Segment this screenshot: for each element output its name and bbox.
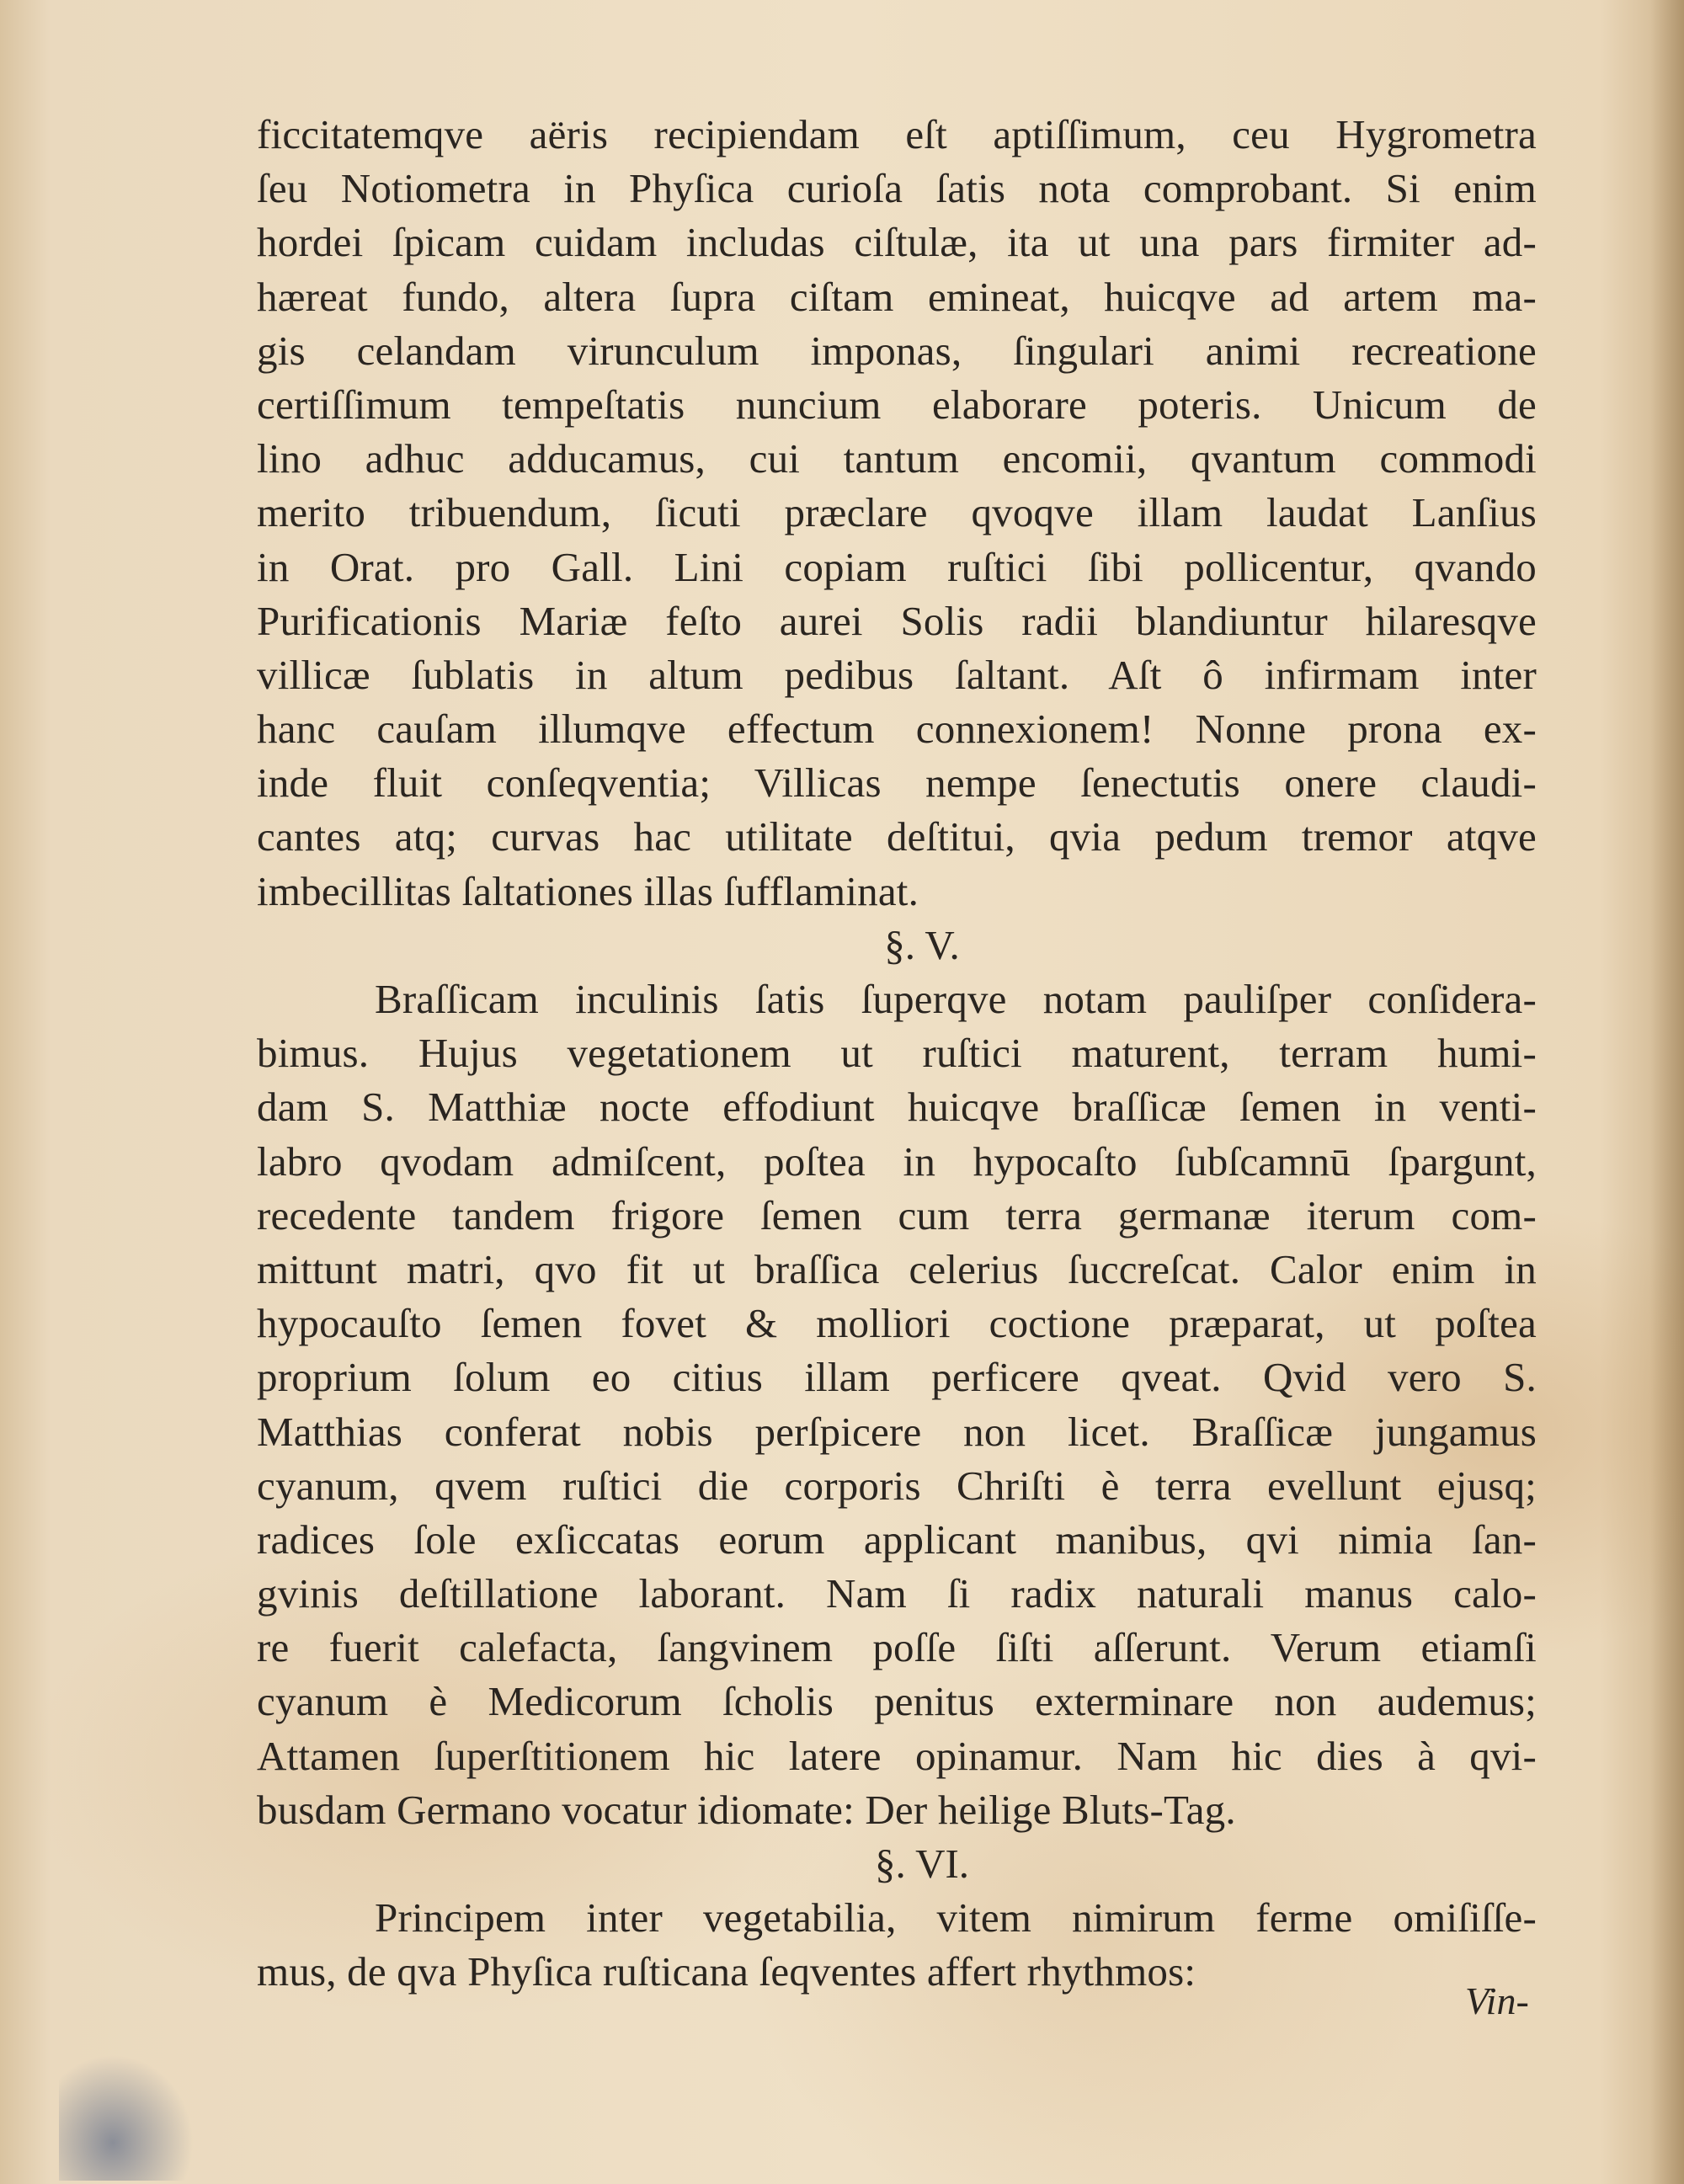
text-line: gis celandam virunculum imponas, ſingulari animi recreatione (257, 327, 1537, 374)
text-line: labro qvodam admiſcent, poſtea in hypocaſto ſubſcamnū ſpargunt, (257, 1137, 1537, 1185)
ink-stain (59, 2054, 194, 2181)
page-edge-shadow (1650, 0, 1684, 2184)
text-line: proprium ſolum eo citius illam perficere qveat. Qvid vero S. (257, 1354, 1537, 1401)
text-line: cyanum è Medicorum ſcholis penitus exterminare non audemus; (257, 1678, 1537, 1725)
text-line: hanc cauſam illumqve effectum connexionem! Nonne prona ex- (257, 706, 1537, 753)
text-line: re fuerit calefacta, ſangvinem poſſe ſiſti aſſerunt. Verum etiamſi (257, 1624, 1537, 1671)
section-heading-vi: §. VI. (874, 1840, 970, 1887)
text-line: Attamen ſuperſtitionem hic latere opinamur. Nam hic dies à qvi- (257, 1732, 1537, 1779)
text-line: gvinis deſtillatione laborant. Nam ſi radix naturali manus calo- (257, 1570, 1537, 1617)
text-line: imbecillitas ſaltationes illas ſufflaminat. (257, 867, 919, 914)
text-line: cantes atq; curvas hac utilitate deſtitui, qvia pedum tremor atqve (257, 813, 1537, 860)
text-line: merito tribuendum, ſicuti præclare qvoqve illam laudat Lanſius (257, 489, 1537, 536)
text-line: Purificationis Mariæ feſto aurei Solis radii blandiuntur hilaresqve (257, 597, 1537, 644)
text-block (257, 108, 1537, 2000)
text-line: dam S. Matthiæ nocte effodiunt huicqve braſſicæ ſemen in venti- (257, 1084, 1537, 1131)
text-line: inde fluit conſeqventia; Villicas nempe ſenectutis onere claudi- (257, 759, 1537, 807)
text-line: mittunt matri, qvo fit ut braſſica celerius ſuccreſcat. Calor enim in (257, 1245, 1537, 1292)
text-line: Braſſicam inculinis ſatis ſuperqve notam pauliſper conſidera- (375, 976, 1537, 1022)
catchword: Vin- (1465, 1979, 1529, 2022)
text-line: Principem inter vegetabilia, vitem nimirum ferme omiſiſſe- (375, 1894, 1537, 1942)
text-line: villicæ ſublatis in altum pedibus ſaltant. Aſt ô infirmam inter (257, 651, 1537, 698)
text-line: bimus. Hujus vegetationem ut ruſtici maturent, terram humi- (257, 1030, 1537, 1077)
text-line: radices ſole exſiccatas eorum applicant manibus, qvi nimia ſan- (257, 1515, 1537, 1563)
text-line: hordei ſpicam cuidam includas ciſtulæ, ita ut una pars firmiter ad- (257, 219, 1537, 266)
text-line: ficcitatemqve aëris recipiendam eſt aptiſſimum, ceu Hygrometra (257, 111, 1537, 157)
text-line: recedente tandem frigore ſemen cum terra germanæ iterum com- (257, 1191, 1537, 1238)
text-line: busdam Germano vocatur idiomate: Der heilige Bluts-Tag. (257, 1786, 1236, 1833)
text-line: lino adhuc adducamus, cui tantum encomii, qvantum commodi (257, 435, 1537, 482)
text-line: ſeu Notiometra in Phyſica curioſa ſatis nota comprobant. Si enim (257, 165, 1537, 212)
text-line: Matthias conferat nobis perſpicere non licet. Braſſicæ jungamus (257, 1408, 1537, 1455)
text-line: hypocauſto ſemen fovet & molliori coctione præparat, ut poſtea (257, 1300, 1537, 1347)
text-line: hæreat fundo, altera ſupra ciſtam emineat, huicqve ad artem ma- (257, 273, 1537, 320)
text-line: cyanum, qvem ruſtici die corporis Chriſti è terra evellunt ejusq; (257, 1462, 1537, 1509)
text-line: mus, de qva Phyſica ruſticana ſeqventes affert rhythmos: (257, 1948, 1196, 1995)
text-line: in Orat. pro Gall. Lini copiam ruſtici ſibi pollicentur, qvando (257, 543, 1537, 590)
section-heading-v: §. V. (884, 921, 960, 968)
text-line: certiſſimum tempeſtatis nuncium elaborare poteris. Unicum de (257, 381, 1537, 428)
